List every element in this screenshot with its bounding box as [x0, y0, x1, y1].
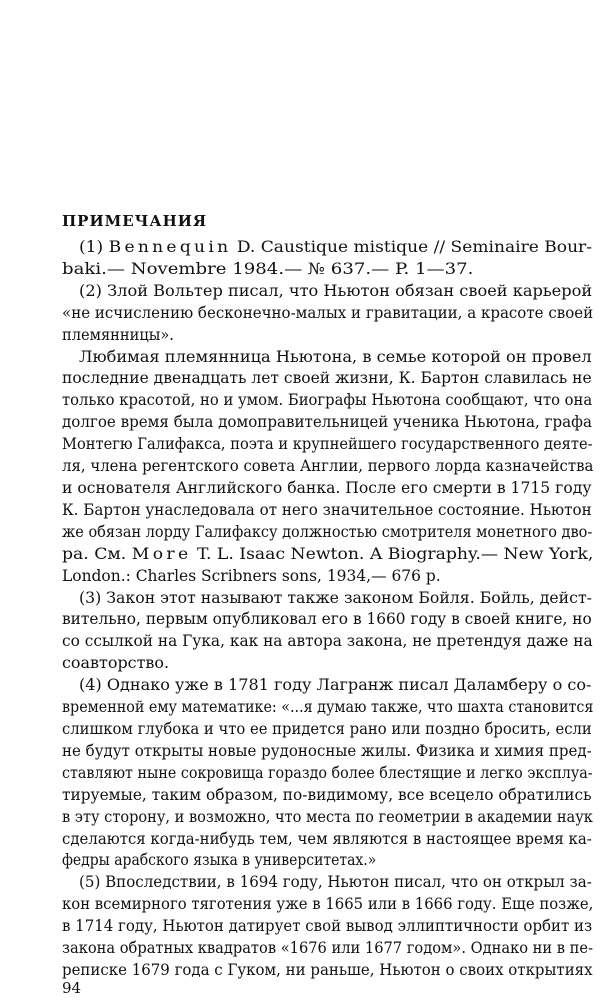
author-name: More [131, 544, 192, 563]
text-line: Монтегю Галифакса, поэта и крупнейшего государственного деяте- [62, 435, 593, 454]
text-line: тируемые, таким образом, по-видимому, все всецело обратились [62, 785, 592, 804]
text-line-part: D. Caustique mistique // Seminaire Bour- [231, 238, 592, 256]
text-line: в 1714 году, Ньютон датирует свой вывод эллиптичности орбит из [62, 917, 593, 936]
text-line: в эту сторону, и возможно, что места по геометрии в академии наук [62, 807, 593, 826]
text-line: закона обратных квадратов «1676 или 1677 годом». Однако ни в пе- [62, 939, 594, 958]
text-line: London.: Charles Scribners sons, 1934,— 676 p. [62, 566, 441, 585]
text-line: ставляют ныне сокровища гораздо более блестящие и легко эксплуа- [62, 763, 593, 782]
text-line-part: T. L. Isaac Newton. A Biography.— New York, [191, 544, 594, 563]
text-line: последние двенадцать лет своей жизни, К. Бартон славилась не [62, 369, 592, 388]
text-line: и основателя Английского банка. После его смерти в 1715 году [62, 479, 592, 497]
text-line [79, 237, 592, 257]
text-line: Любимая племянница Ньютона, в семье которой он провел [79, 347, 592, 366]
text-line: же обязан лорду Галифаксу должностью смотрителя монетного дво- [62, 522, 593, 541]
text-line: реписке 1679 года с Гуком, ни раньше, Ньютон о своих открытиях [62, 961, 593, 979]
text-line: не будут открыты новые рудоносные жилы. Физика и химия пред- [62, 741, 592, 760]
text-line: кон всемирного тяготения уже в 1665 или в 1666 году. Еще позже, [62, 895, 594, 914]
text-line: (4) Однако уже в 1781 году Лагранж писал Даламберу о со- [79, 676, 592, 695]
text-line-part: (1) [79, 238, 109, 256]
text-line: только красотой, но и умом. Биографы Ньютона сообщают, что она [62, 391, 593, 410]
text-line: племянницы». [62, 325, 174, 344]
text-line: соавторство. [62, 654, 170, 673]
page-number: 94 [62, 979, 82, 997]
text-line: сделаются когда-нибудь тем, чем являются в настоящее время ка- [62, 829, 592, 848]
author-name: Bennequin [108, 238, 232, 256]
text-line: «не исчислению бесконечно-малых и гравитации, а красоте своей [62, 303, 594, 322]
text-line: baki.— Novembre 1984.— № 637.— P. 1—37. [62, 259, 474, 278]
text-line: федры арабского языка в университетах.» [62, 851, 377, 870]
text-line: ля, члена регентского совета Англии, первого лорда казначейства [62, 457, 594, 476]
text-line: со ссылкой на Гука, как на автора закона, не претендуя даже на [62, 632, 593, 651]
text-line: К. Бартон унаследовала от него значительное состояние. Ньютон [62, 500, 592, 519]
text-line: долгое время была домоправительницей ученика Ньютона, графа [62, 413, 592, 432]
text-line: (2) Злой Вольтер писал, что Ньютон обязан своей карьерой [79, 281, 593, 300]
text-line: (3) Закон этот называют также законом Бойля. Бойль, дейст- [79, 588, 592, 607]
text-line-part: ра. См. [62, 544, 132, 563]
text-line [62, 544, 593, 564]
text-line: слишком глубока и что ее придется рано или поздно бросить, если [62, 720, 592, 738]
text-line: (5) Впоследствии, в 1694 году, Ньютон писал, что он открыл за- [79, 873, 592, 892]
text-line: временной ему математике: «...я думаю также, что шахта становится [62, 698, 594, 717]
text-line: вительно, первым опубликовал его в 1660 году в своей книге, но [62, 610, 592, 629]
notes-heading: ПРИМЕЧАНИЯ [62, 212, 208, 230]
